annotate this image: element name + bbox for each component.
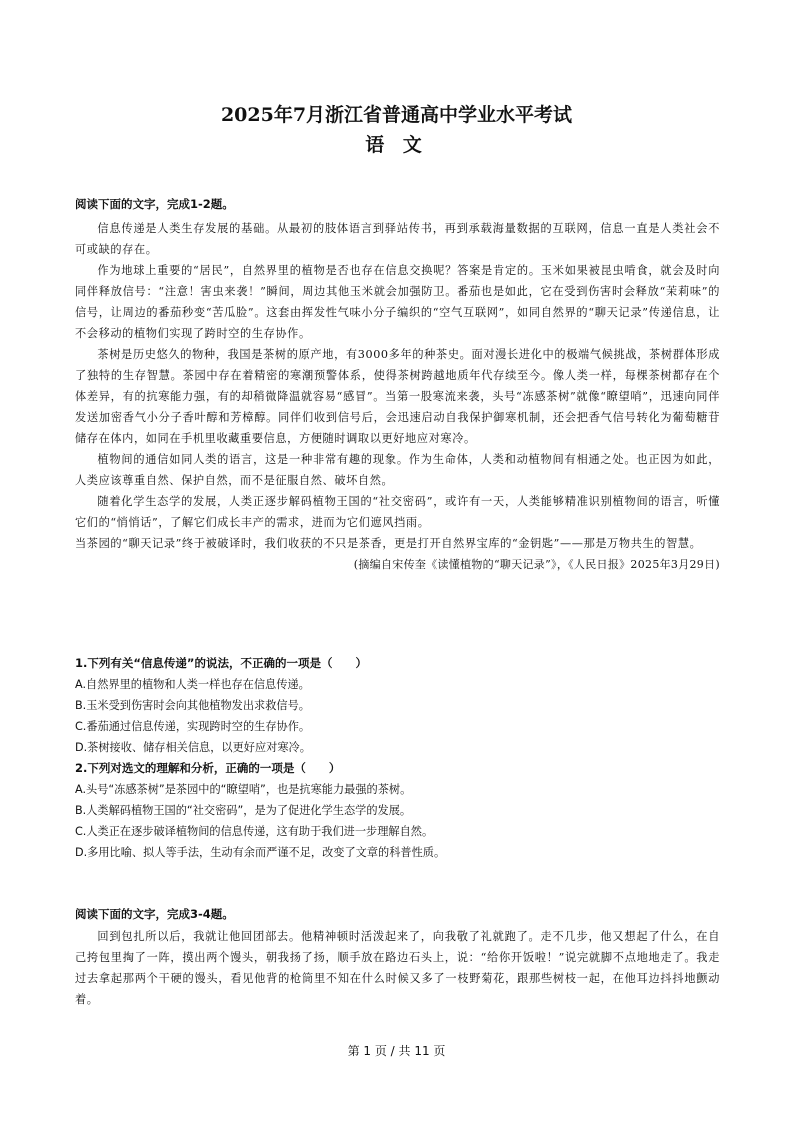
question-2-option-c: C.人类正在逐步破译植物间的信息传递，这有助于我们进一步理解自然。 bbox=[75, 825, 434, 838]
passage-paragraph-4: 植物间的通信如同人类的语言，这是一种非常有趣的现象。作为生命体，人类和动植物间有相通之处。也正因为如此，人类应该尊重自然、保护自然，而不是征服自然、破坏自然。 bbox=[75, 453, 720, 487]
passage-paragraph-1: 信息传递是人类生存发展的基础。从最初的肢体语言到驿站传书，再到承载海量数据的互联网，信息一直是人类社会不可或缺的存在。 bbox=[75, 222, 720, 256]
question-2-option-b: B.人类解码植物王国的“社交密码”，是为了促进化学生态学的发展。 bbox=[75, 804, 412, 817]
question-1-option-a: A.自然界里的植物和人类一样也存在信息传递。 bbox=[75, 678, 310, 691]
passage-paragraph-5: 随着化学生态学的发展，人类正逐步解码植物王国的“社交密码”，或许有一天，人类能够精准识别植物间的语言，听懂它们的“悄悄话”，了解它们成长丰产的需求，进而为它们遮风挡雨。 bbox=[75, 495, 720, 529]
subject-title: 语 文 bbox=[365, 134, 428, 156]
passage-source: (摘编自宋传奎《读懂植物的“聊天记录”》，《人民日报》2025年3月29日) bbox=[353, 558, 720, 571]
page-number-footer: 第 1 页 / 共 11 页 bbox=[347, 1044, 446, 1058]
section2-instruction-block bbox=[75, 906, 720, 922]
question-1-option-d: D.茶树接收、储存相关信息，以更好应对寒冷。 bbox=[75, 741, 311, 754]
questions-block bbox=[75, 653, 720, 863]
question-2-option-d: D.多用比喻、拟人等手法，生动有余而严谨不足，改变了文章的科普性质。 bbox=[75, 846, 446, 859]
section2-paragraph: 回到包扎所以后，我就让他回团部去。他精神顿时活泼起来了，向我敬了礼就跑了。走不几步，他又想起了什么，在自己挎包里掏了一阵，摸出两个馒头，朝我扬了扬，顺手放在路边石头上，说：“给你开饭啦！”说完就脚不点地地走了。我走过去拿起那两个干硬的馒头，看见他背的枪筒里不知在什么时候又多了一枝野菊花，跟那些树枝一起，在他耳边抖抖地颤动着。 bbox=[75, 930, 720, 1006]
question-2-option-a: A.头号“冻感茶树”是茶园中的“瞭望哨”，也是抗寒能力最强的茶树。 bbox=[75, 783, 412, 796]
question-1-stem: 1.下列有关“信息传递”的说法，不正确的一项是（ ） bbox=[75, 656, 367, 670]
passage-paragraph-3: 茶树是历史悠久的物种，我国是茶树的原产地，有3000多年的种茶史。面对漫长进化中的极端气候挑战，茶树群体形成了独特的生存智慧。茶园中存在着精密的寒潮预警体系，使得茶树跨越地质年代存续至今。像人类一样，每棵茶树都存在个体差异，有的抗寒能力强，有的却稍微降温就容易“感冒”。当第一股寒流来袭，头号“冻感茶树”就像“瞭望哨”，迅速向同伴发送加密香气小分子香叶醇和芳樟醇。同伴们收到信号后，会迅速启动自我保护御寒机制，还会把香气信号转化为葡萄糖苷储存在体内，如同在手机里收藏重要信息，方便随时调取以更好地应对寒冷。 bbox=[75, 348, 720, 445]
section1-instruction: 阅读下面的文字，完成1-2题。 bbox=[75, 197, 234, 211]
question-1-option-c: C.番茄通过信息传递，实现跨时空的生存协作。 bbox=[75, 720, 311, 733]
section2-instruction: 阅读下面的文字，完成3-4题。 bbox=[75, 907, 234, 921]
passage-paragraph-6: 当茶园的“聊天记录”终于被破译时，我们收获的不只是茶香，更是打开自然界宝库的“金钥匙”——那是万物共生的智慧。 bbox=[75, 537, 702, 550]
section1-passage bbox=[75, 218, 720, 575]
section2-passage bbox=[75, 926, 720, 1010]
question-1-option-b: B.玉米受到伤害时会向其他植物发出求救信号。 bbox=[75, 699, 310, 712]
question-2-stem: 2.下列对选文的理解和分析，正确的一项是（ ） bbox=[75, 761, 341, 775]
exam-title: 2025年7月浙江省普通高中学业水平考试 bbox=[220, 104, 573, 126]
passage-paragraph-2: 作为地球上重要的“居民”，自然界里的植物是否也存在信息交换呢？答案是肯定的。玉米如果被昆虫啃食，就会及时向同伴释放信号：“注意！害虫来袭！”瞬间，周边其他玉米就会加强防卫。番茄也是如此，它在受到伤害时会释放“茉莉味”的信号，让周边的番茄秒变“苦瓜脸”。这套由挥发性气味小分子编织的“空气互联网”，如同自然界的“聊天记录”传递信息，让不会移动的植物们实现了跨时空的生存协作。 bbox=[75, 264, 720, 340]
section1-instruction-block bbox=[75, 196, 720, 212]
